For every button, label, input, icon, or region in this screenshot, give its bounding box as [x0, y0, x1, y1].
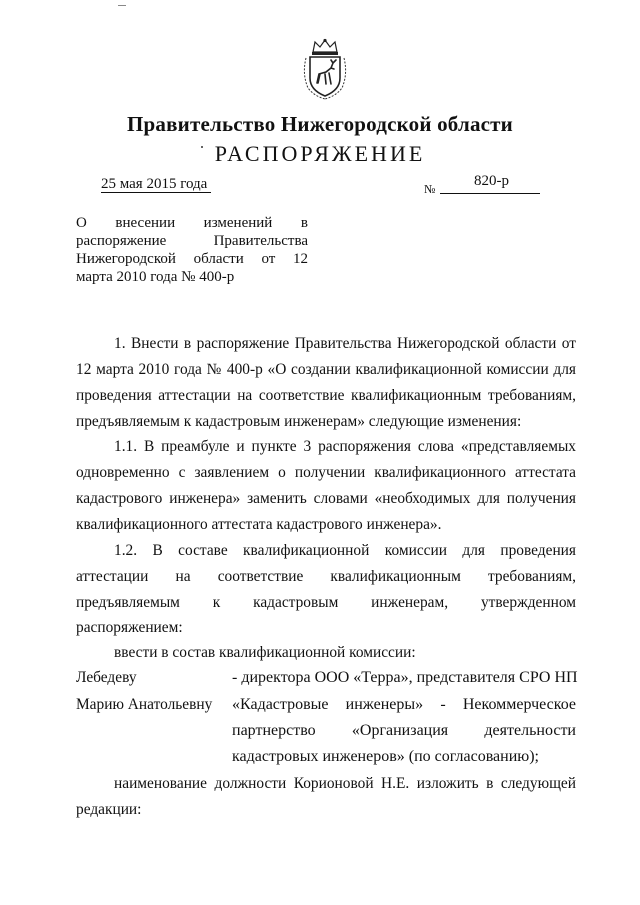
- number-underline: [440, 193, 540, 194]
- subject-line: [76, 232, 308, 250]
- coat-of-arms-emblem: [298, 38, 352, 100]
- subject-line: [76, 268, 308, 286]
- paragraph-1-1-line: 1.1. В преамбуле и пункте 3 распоряжения слова «представляемых: [114, 438, 576, 455]
- subject-word: Правительства: [213, 233, 308, 249]
- subject-word: распоряжение: [76, 233, 167, 249]
- subject-word: от: [261, 251, 276, 267]
- authority-title: Правительство Нижегородской области: [127, 112, 513, 136]
- subject-word: в: [300, 215, 308, 231]
- document-type: РАСПОРЯЖЕНИЕ: [214, 141, 426, 166]
- paragraph-1-line: проведения аттестации на соответствие квалификационным требованиям,: [76, 387, 576, 404]
- member-position-line: - директора ООО «Терра», представителя СРО НП: [232, 669, 578, 686]
- paragraph-1-line: предъявляемым к кадастровым инженерам» следующие изменения:: [76, 413, 522, 430]
- subject-word: О: [76, 215, 87, 231]
- paragraph-1-2-line: предъявляемым к кадастровым инженерам, утвержденном: [76, 594, 576, 611]
- paragraph-1-1-line: квалификационного аттестата кадастрового инженера».: [76, 516, 442, 533]
- member-position-line: «Кадастровые инженеры» - Некоммерческое: [232, 696, 576, 713]
- introduce-line: ввести в состав квалификационной комиссии:: [114, 644, 416, 661]
- subject-word: марта 2010 года № 400-р: [76, 269, 235, 285]
- paragraph-1-line: 12 марта 2010 года № 400-р «О создании квалификационной комиссии для: [76, 361, 576, 378]
- subject-line: [76, 214, 308, 232]
- document-number: 820-р: [474, 173, 509, 189]
- paragraph-1-2-line: аттестации на соответствие квалификационным требованиям,: [76, 568, 576, 585]
- member-name-line: Лебедеву: [76, 669, 137, 686]
- paragraph-5-line: наименование должности Корионовой Н.Е. изложить в следующей: [114, 775, 576, 792]
- subject-word: изменений: [203, 215, 273, 231]
- subject-word: внесении: [115, 215, 176, 231]
- member-position-line: кадастровых инженеров» (по согласованию);: [232, 748, 539, 765]
- paragraph-1-2-line: распоряжением:: [76, 619, 183, 636]
- paragraph-1-2-line: 1.2. В составе квалификационной комиссии для проведения: [114, 542, 576, 559]
- paragraph-1-1-line: кадастрового инженера» заменить словами «необходимых для получения: [76, 490, 576, 507]
- document-date: 25 мая 2015 года: [101, 176, 211, 193]
- subject-word: 12: [293, 251, 308, 267]
- member-name-line: Марию Анатольевну: [76, 696, 213, 713]
- subject-line: [76, 250, 308, 268]
- paragraph-1-line: 1. Внести в распоряжение Правительства Нижегородской области от: [114, 335, 576, 352]
- number-sign: №: [424, 182, 436, 196]
- paragraph-5-line: редакции:: [76, 801, 142, 818]
- document-subject: [76, 214, 308, 286]
- subject-word: Нижегородской: [76, 251, 176, 267]
- paragraph-1-1-line: одновременно с заявлением о получении квалификационного аттестата: [76, 464, 576, 481]
- subject-word: области: [193, 251, 244, 267]
- member-position-line: партнерство «Организация деятельности: [232, 722, 576, 739]
- scan-mark: [118, 5, 126, 6]
